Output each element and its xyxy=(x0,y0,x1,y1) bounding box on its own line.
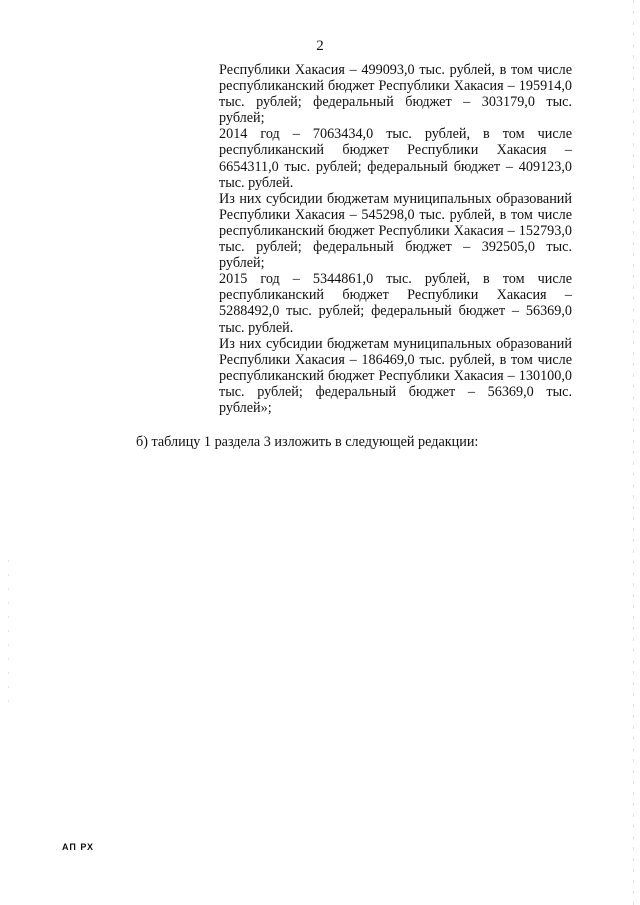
paragraph-total-2013: Республики Хакасия – 499093,0 тыс. рублей, в том числе республиканский бюджет Республики Хакасия – 195914,0 тыс. рублей; федеральный бюджет – 303179,0 тыс. рублей; xyxy=(219,62,572,127)
paragraph-2014-subsidies: Из них субсидии бюджетам муниципальных образований Республики Хакасия – 545298,0 тыс. рублей, в том числе республиканский бюджет Республики Хакасия – 152793,0 тыс. рублей; федеральный бюджет – 392505,0 тыс. рублей; xyxy=(219,190,572,272)
scan-edge-artifact xyxy=(633,0,634,905)
budget-text-column xyxy=(219,62,572,416)
paragraph-2014: 2014 год – 7063434,0 тыс. рублей, в том числе республиканский бюджет Республики Хакасия – 6654311,0 тыс. рублей; федеральный бюджет – 409123,0 тыс. рублей. xyxy=(219,126,572,191)
paragraph-2015: 2015 год – 5344861,0 тыс. рублей, в том числе республиканский бюджет Республики Хакасия – 5288492,0 тыс. рублей; федеральный бюджет – 56369,0 тыс. рублей. xyxy=(219,271,572,336)
page-number: 2 xyxy=(316,38,324,54)
paragraph-2015-subsidies: Из них субсидии бюджетам муниципальных образований Республики Хакасия – 186469,0 тыс. рублей, в том числе республиканский бюджет Республики Хакасия – 130100,0 тыс. рублей; федеральный бюджет – 56369,0 тыс. рублей»; xyxy=(219,335,572,416)
footer-mark: АП РХ xyxy=(62,842,95,852)
scan-edge-artifact-left xyxy=(8,560,9,710)
item-b-instruction: б) таблицу 1 раздела 3 изложить в следующей редакции: xyxy=(136,434,479,450)
